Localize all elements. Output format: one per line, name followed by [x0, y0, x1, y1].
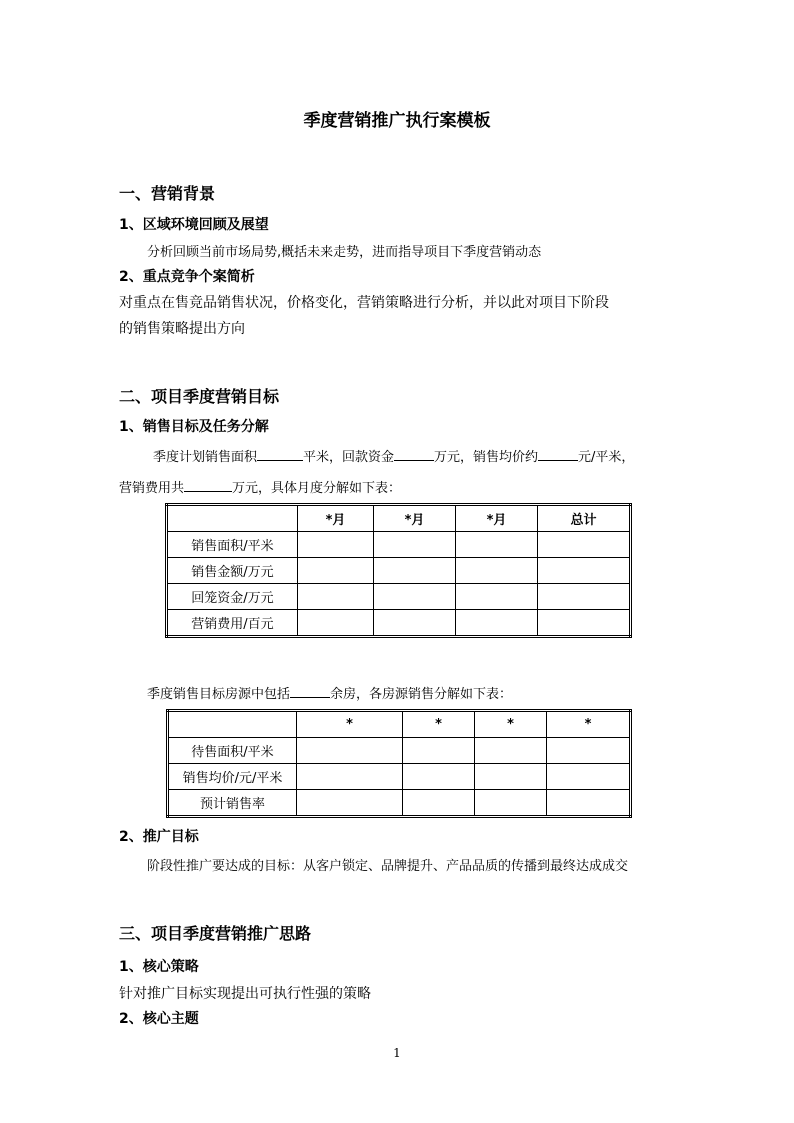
- text-plan-unit: 元/平米，: [578, 450, 635, 465]
- table-row: [167, 610, 631, 637]
- table-row: [168, 764, 631, 790]
- table-cell[interactable]: [475, 738, 547, 764]
- text-inventory-suffix: 余房，各房源销售分解如下表：: [330, 687, 513, 702]
- row-label: 销售面积/平米: [167, 532, 298, 558]
- row-label: 待售面积/平米: [168, 738, 297, 764]
- text-plan-price: 万元，销售均价约: [434, 450, 539, 465]
- subheading-sales-targets: 1、销售目标及任务分解: [119, 419, 269, 435]
- section-heading-marketing-background: 一、营销背景: [119, 184, 216, 203]
- table-cell[interactable]: [403, 764, 475, 790]
- row-label: 销售均价/元/平米: [168, 764, 297, 790]
- subheading-promotion-targets: 2、推广目标: [119, 829, 199, 845]
- table-cell[interactable]: [403, 738, 475, 764]
- blank-area[interactable]: [257, 448, 303, 461]
- subheading-core-strategy: 1、核心策略: [119, 959, 199, 975]
- text-breakdown-note: 万元，具体月度分解如下表：: [232, 481, 402, 496]
- section-heading-promotion-ideas: 三、项目季度营销推广思路: [119, 924, 312, 943]
- table-cell[interactable]: [374, 532, 456, 558]
- table-header-cell: *: [475, 711, 547, 738]
- row-label: 销售金额/万元: [167, 558, 298, 584]
- table-header-cell: *: [547, 711, 631, 738]
- paragraph-competitor-line1: 对重点在售竞品销售状况，价格变化，营销策略进行分析，并以此对项目下阶段: [119, 295, 609, 311]
- table-header-cell: *月: [374, 505, 456, 532]
- text-plan-payment: 平米，回款资金: [303, 450, 395, 465]
- row-label: 预计销售率: [168, 790, 297, 817]
- table-header-cell: *月: [456, 505, 538, 532]
- table-cell[interactable]: [538, 558, 631, 584]
- table-cell[interactable]: [538, 532, 631, 558]
- section-heading-quarterly-targets: 二、项目季度营销目标: [119, 387, 280, 406]
- table-cell[interactable]: [298, 584, 374, 610]
- paragraph-sales-plan-line1: [153, 446, 634, 465]
- blank-marketing-cost[interactable]: [184, 479, 232, 492]
- paragraph-sales-plan-line2: [119, 477, 401, 496]
- table-cell[interactable]: [547, 764, 631, 790]
- table-header-cell: *: [297, 711, 403, 738]
- table-cell[interactable]: [297, 790, 403, 817]
- subheading-regional-review: 1、区域环境回顾及展望: [119, 217, 269, 233]
- text-marketing-cost: 营销费用共: [119, 481, 185, 496]
- monthly-breakdown-table: [165, 503, 632, 638]
- table-header-cell: 总计: [538, 505, 631, 532]
- document-title: 季度营销推广执行案模板: [303, 111, 491, 131]
- table-cell[interactable]: [547, 790, 631, 817]
- text-plan-area: 季度计划销售面积: [153, 450, 258, 465]
- table-cell[interactable]: [456, 532, 538, 558]
- paragraph-inventory: [147, 683, 512, 702]
- paragraph-promotion-targets: 阶段性推广要达成的目标：从客户锁定、品牌提升、产品品质的传播到最终达成成交: [147, 859, 629, 874]
- table-cell[interactable]: [374, 610, 456, 637]
- subheading-core-theme: 2、核心主题: [119, 1011, 199, 1027]
- table-cell[interactable]: [538, 584, 631, 610]
- table-row: [168, 738, 631, 764]
- paragraph-competitor-line2: 的销售策略提出方向: [119, 321, 245, 337]
- table-cell[interactable]: [298, 558, 374, 584]
- table-cell[interactable]: [297, 764, 403, 790]
- paragraph-core-strategy: 针对推广目标实现提出可执行性强的策略: [119, 986, 371, 1002]
- table-header-row: [167, 505, 631, 532]
- table-row: [167, 558, 631, 584]
- table-cell[interactable]: [456, 558, 538, 584]
- blank-inventory[interactable]: [290, 685, 330, 698]
- table-header-cell: *月: [298, 505, 374, 532]
- blank-payment[interactable]: [394, 448, 434, 461]
- table-header-row: [168, 711, 631, 738]
- row-label: 回笼资金/万元: [167, 584, 298, 610]
- table-cell[interactable]: [374, 558, 456, 584]
- table-cell[interactable]: [547, 738, 631, 764]
- table-cell[interactable]: [456, 584, 538, 610]
- table-cell[interactable]: [538, 610, 631, 637]
- table-cell[interactable]: [475, 790, 547, 817]
- table-header-cell: *: [403, 711, 475, 738]
- page-number: 1: [393, 1046, 401, 1060]
- subheading-competitor-analysis: 2、重点竞争个案简析: [119, 269, 255, 285]
- table-cell[interactable]: [456, 610, 538, 637]
- table-header-cell: [167, 505, 298, 532]
- blank-price[interactable]: [538, 448, 578, 461]
- table-cell[interactable]: [403, 790, 475, 817]
- table-cell[interactable]: [475, 764, 547, 790]
- table-cell[interactable]: [374, 584, 456, 610]
- table-cell[interactable]: [298, 610, 374, 637]
- table-row: [167, 584, 631, 610]
- table-cell[interactable]: [297, 738, 403, 764]
- inventory-breakdown-table: [166, 709, 632, 818]
- table-row: [167, 532, 631, 558]
- table-row: [168, 790, 631, 817]
- row-label: 营销费用/百元: [167, 610, 298, 637]
- text-inventory-prefix: 季度销售目标房源中包括: [147, 687, 291, 702]
- table-header-cell: [168, 711, 297, 738]
- paragraph-regional-review: 分析回顾当前市场局势,概括未来走势，进而指导项目下季度营销动态: [147, 245, 542, 260]
- table-cell[interactable]: [298, 532, 374, 558]
